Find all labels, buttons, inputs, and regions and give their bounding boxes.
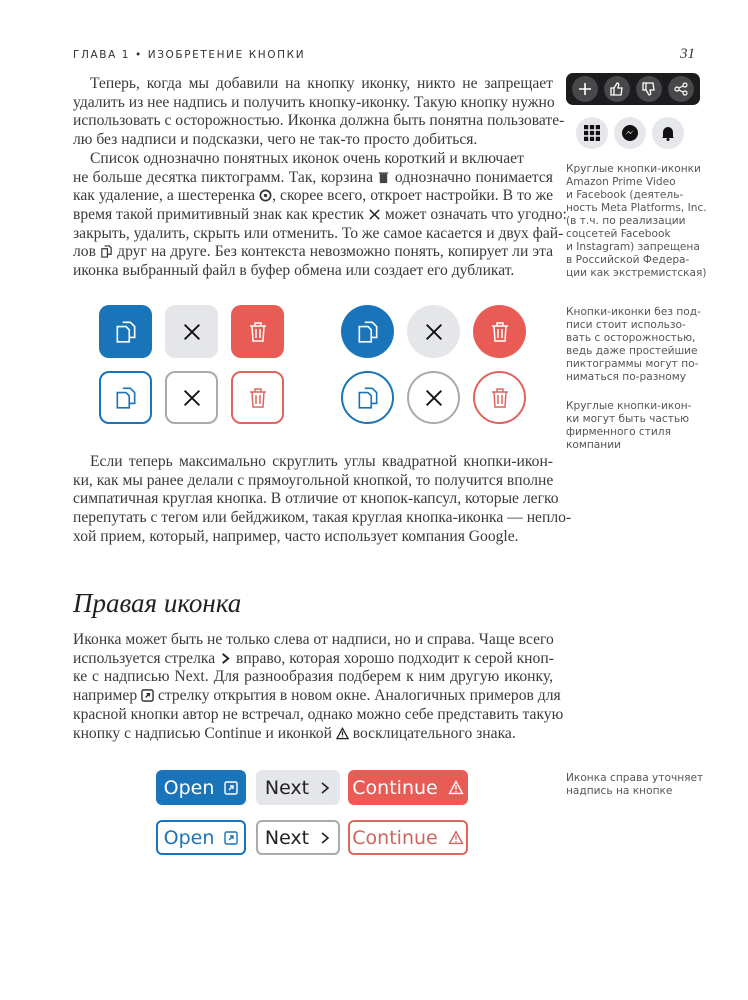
button-label: Open xyxy=(163,776,215,799)
text: может означать что угодно: xyxy=(384,205,567,223)
text-line: Amazon Prime Video xyxy=(566,176,676,188)
text-line: ведь даже простейшие xyxy=(566,345,698,357)
delete-button[interactable] xyxy=(231,305,284,358)
open-outline-button[interactable] xyxy=(156,820,246,855)
text-line: Список однозначно понятных иконок очень короткий и включает xyxy=(90,149,524,167)
sidenote-round-buttons xyxy=(566,163,706,280)
close-icon xyxy=(423,387,445,409)
apps-button[interactable] xyxy=(576,117,608,149)
paragraph-3 xyxy=(73,453,572,547)
thumbs-down-icon xyxy=(642,82,656,96)
open-button[interactable] xyxy=(156,770,246,805)
grid-icon xyxy=(584,125,600,141)
close-outline-button[interactable] xyxy=(165,371,218,424)
dislike-button[interactable] xyxy=(636,76,662,102)
copy-icon xyxy=(113,319,139,345)
trash-icon xyxy=(488,386,512,410)
text-line xyxy=(73,205,567,225)
text-line: Круглые кнопки-икон- xyxy=(566,400,692,412)
text-line: удалить из нее надпись и получить кнопку-иконку. Такую кнопку нужно xyxy=(73,93,555,111)
external-link-icon xyxy=(141,689,154,702)
text-line: перепутать с тегом или бейджиком, такая круглая кнопка-иконка — непло- xyxy=(73,509,572,527)
text-line xyxy=(73,187,553,206)
text: вправо, которая хорошо подходит к серой кноп- xyxy=(235,649,554,667)
add-button[interactable] xyxy=(572,76,598,102)
text-line: соцсетей Facebook xyxy=(566,228,671,240)
continue-outline-button[interactable] xyxy=(348,820,468,855)
text: лов xyxy=(73,243,96,261)
close-round-outline-button[interactable] xyxy=(407,371,460,424)
text-line: ке с надписью Next. Для разнообразия подберем к ним другую иконку, xyxy=(73,668,553,686)
close-icon xyxy=(368,208,381,221)
close-icon xyxy=(181,387,203,409)
text: однозначно понимается xyxy=(394,168,553,186)
like-button[interactable] xyxy=(604,76,630,102)
next-outline-button[interactable] xyxy=(256,820,340,855)
button-label: Continue xyxy=(352,776,438,799)
text-line: использовать с осторожностью. Иконка должна быть понятна пользовате- xyxy=(73,112,565,130)
next-button[interactable] xyxy=(256,770,340,805)
text-line: закрыть, удалить, скрыть или отменить. То же самое касается и двух фай- xyxy=(73,224,564,242)
text-line: (в т.ч. по реализации xyxy=(566,215,686,227)
text-line: и Instagram) запрещена xyxy=(566,241,700,253)
copy-round-button[interactable] xyxy=(341,305,394,358)
chevron-right-icon xyxy=(219,652,232,665)
close-round-button[interactable] xyxy=(407,305,460,358)
button-label: Open xyxy=(163,826,215,849)
text-line: ки могут быть частью xyxy=(566,413,690,425)
sidenote-caution xyxy=(566,306,706,384)
copy-outline-button[interactable] xyxy=(99,371,152,424)
text: стрелку открытия в новом окне. Аналогичных примеров для xyxy=(157,687,561,705)
copy-icon xyxy=(113,385,139,411)
delete-round-button[interactable] xyxy=(473,305,526,358)
text-line xyxy=(73,243,553,262)
notifications-button[interactable] xyxy=(652,117,684,149)
text-line: симпатичная круглая кнопка. В отличие от кнопок-капсул, которые легко xyxy=(73,490,559,508)
copy-round-outline-button[interactable] xyxy=(341,371,394,424)
sidenote-right-icon xyxy=(566,772,706,798)
text: как удаление, а шестеренка xyxy=(73,187,256,205)
copy-icon xyxy=(355,319,381,345)
delete-round-outline-button[interactable] xyxy=(473,371,526,424)
gear-icon xyxy=(259,189,272,202)
text-line: Иконка справа уточняет xyxy=(566,772,704,784)
messenger-button[interactable] xyxy=(614,117,646,149)
bell-icon xyxy=(660,125,676,141)
copy-button[interactable] xyxy=(99,305,152,358)
text-line: надпись на кнопке xyxy=(566,785,673,797)
external-link-icon xyxy=(224,781,238,795)
text-line: ность Meta Platforms, Inc. xyxy=(566,202,707,214)
section-heading: Правая иконка xyxy=(73,588,242,618)
warning-icon xyxy=(336,727,349,740)
trash-icon xyxy=(246,320,270,344)
delete-outline-button[interactable] xyxy=(231,371,284,424)
continue-button[interactable] xyxy=(348,770,468,805)
text-line: ки, как мы ранее делали с прямоугольной кнопкой, то получится вполне xyxy=(73,471,554,489)
close-icon xyxy=(181,321,203,343)
text: время такой примитивный знак как крестик xyxy=(73,205,365,223)
text-line: иконка выбранный файл в буфер обмена или создает его дубликат. xyxy=(73,262,515,280)
trash-icon xyxy=(488,320,512,344)
copy-icon xyxy=(100,245,113,258)
share-button[interactable] xyxy=(668,76,694,102)
text: кнопку с надписью Continue и иконкой xyxy=(73,724,332,742)
plus-icon xyxy=(578,82,592,96)
text-line: пиктограммы могут по- xyxy=(566,358,699,370)
text-line: вать с осторожностью, xyxy=(566,332,696,344)
button-label: Next xyxy=(264,826,310,849)
text-line: красной кнопки автор не встречал, однако можно себе представить такую xyxy=(73,705,564,723)
text-line: лю без надписи и подсказки, чего не так-то просто добиться. xyxy=(73,131,478,149)
external-link-icon xyxy=(224,831,238,845)
text-line: фирменного стиля xyxy=(566,426,671,438)
share-icon xyxy=(674,82,688,96)
text-line xyxy=(73,725,553,744)
text-line: Если теперь максимально скруглить углы квадратной кнопки-икон- xyxy=(90,453,553,470)
warning-icon xyxy=(448,780,464,795)
text-line: и Facebook (деятель- xyxy=(566,189,684,201)
text-line: Кнопки-иконки без под- xyxy=(566,306,701,318)
text-line: компании xyxy=(566,439,621,451)
trash-icon xyxy=(377,171,390,184)
paragraph-1 xyxy=(73,75,567,281)
sidenote-brand xyxy=(566,400,706,452)
text-line xyxy=(73,650,553,669)
close-button[interactable] xyxy=(165,305,218,358)
text: , скорее всего, откроет настройки. В то же xyxy=(272,187,553,205)
button-label: Next xyxy=(264,776,310,799)
text-line xyxy=(73,169,553,188)
chevron-right-icon xyxy=(319,831,331,845)
text: используется стрелка xyxy=(73,649,216,667)
text: друг на друге. Без контекста невозможно понять, копирует ли эта xyxy=(117,243,553,261)
close-icon xyxy=(423,321,445,343)
text-line: в Российской Федера- xyxy=(566,254,690,266)
amazon-toolbar xyxy=(566,73,700,105)
page-number: 31 xyxy=(680,46,695,62)
text-line: ниматься по-разному xyxy=(566,371,687,383)
copy-icon xyxy=(355,385,381,411)
chevron-right-icon xyxy=(319,781,331,795)
messenger-icon xyxy=(621,124,639,142)
running-head: ГЛАВА 1 • ИЗОБРЕТЕНИЕ КНОПКИ xyxy=(73,49,306,61)
text-line: ции как экстремистская) xyxy=(566,267,707,279)
warning-icon xyxy=(448,830,464,845)
trash-icon xyxy=(246,386,270,410)
text: не больше десятка пиктограмм. Так, корзина xyxy=(73,168,374,186)
text-line xyxy=(73,687,561,706)
text-line: Круглые кнопки-иконки xyxy=(566,163,701,175)
text: например xyxy=(73,687,138,705)
text-line: Иконка может быть не только слева от надписи, но и справа. Чаще всего xyxy=(73,631,554,648)
paragraph-4 xyxy=(73,631,564,743)
thumbs-up-icon xyxy=(610,82,624,96)
text-line: писи стоит использо- xyxy=(566,319,686,331)
text: восклицательного знака. xyxy=(352,724,516,742)
text-line: хой прием, который, например, часто использует компания Google. xyxy=(73,527,519,545)
text-line: Теперь, когда мы добавили на кнопку иконку, никто не запрещает xyxy=(90,75,553,92)
button-label: Continue xyxy=(352,826,438,849)
